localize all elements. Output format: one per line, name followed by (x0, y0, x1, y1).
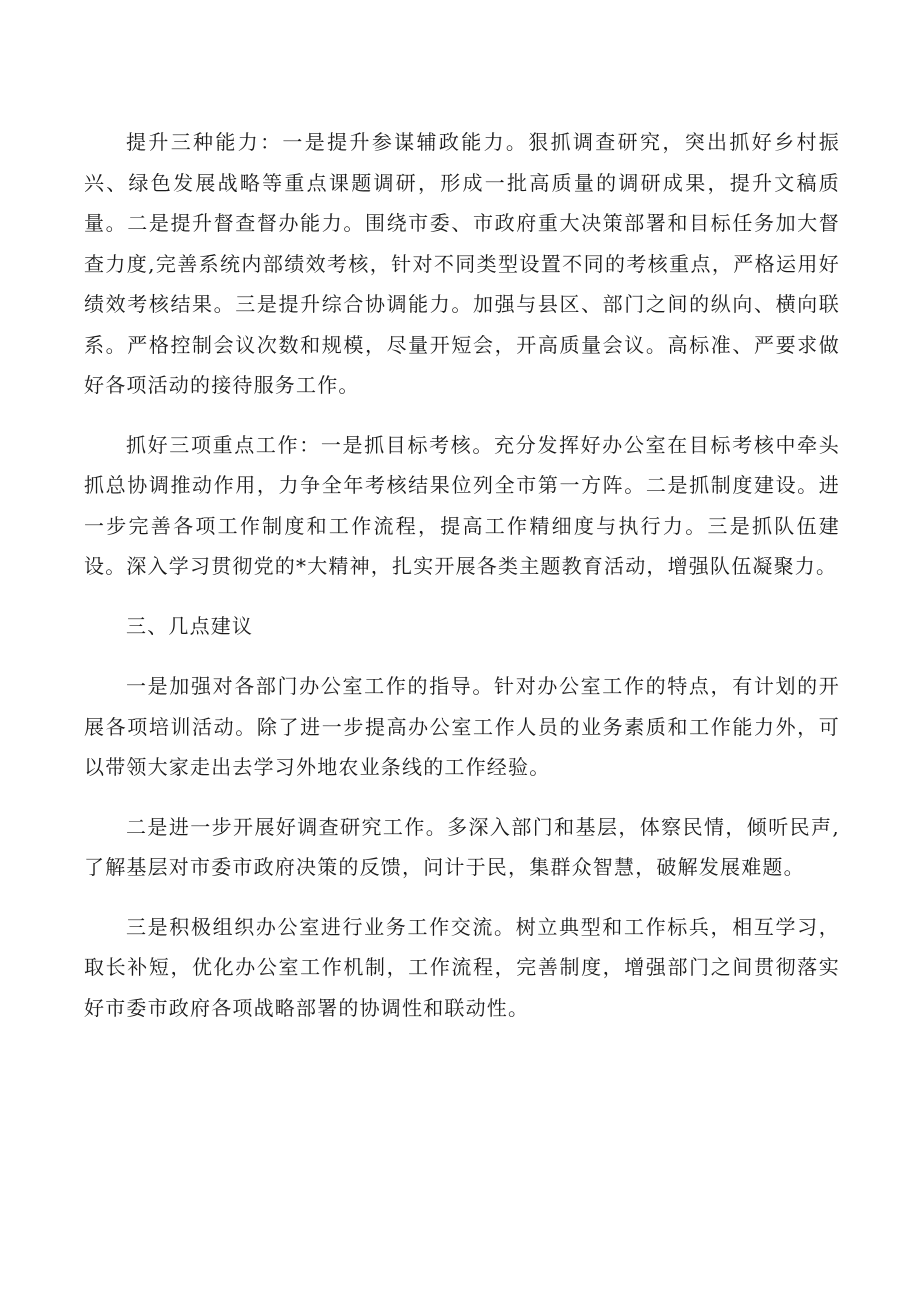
document-body (84, 122, 840, 1047)
paragraph-three-abilities: 提升三种能力：一是提升参谋辅政能力。狠抓调查研究，突出抓好乡村振兴、绿色发展战略等重点课题调研，形成一批高质量的调研成果，提升文稿质量。二是提升督查督办能力。围绕市委、市政府重大决策部署和目标任务加大督查力度,完善系统内部绩效考核，针对不同类型设置不同的考核重点，严格运用好绩效考核结果。三是提升综合协调能力。加强与县区、部门之间的纵向、横向联系。严格控制会议次数和规模，尽量开短会，开高质量会议。高标准、严要求做好各项活动的接待服务工作。 (84, 130, 840, 397)
section-heading-suggestions: 三、几点建议 (126, 613, 254, 638)
paragraph-three-key-tasks: 抓好三项重点工作：一是抓目标考核。充分发挥好办公室在目标考核中牵头抓总协调推动作用，力争全年考核结果位列全市第一方阵。二是抓制度建设。进一步完善各项工作制度和工作流程，提高工作精细度与执行力。三是抓队伍建设。深入学习贯彻党的*大精神，扎实开展各类主题教育活动，增强队伍凝聚力。 (84, 432, 840, 578)
paragraph-suggestion-two: 二是进一步开展好调查研究工作。多深入部门和基层，体察民情，倾听民声,了解基层对市委市政府决策的反馈，问计于民，集群众智慧，破解发展难题。 (84, 814, 840, 879)
paragraph-suggestion-one: 一是加强对各部门办公室工作的指导。针对办公室工作的特点，有计划的开展各项培训活动。除了进一步提高办公室工作人员的业务素质和工作能力外，可以带领大家走出去学习外地农业条线的工作经验。 (84, 674, 840, 779)
paragraph-suggestion-three: 三是积极组织办公室进行业务工作交流。树立典型和工作标兵，相互学习，取长补短，优化办公室工作机制，工作流程，完善制度，增强部门之间贯彻落实好市委市政府各项战略部署的协调性和联动性。 (84, 914, 840, 1020)
